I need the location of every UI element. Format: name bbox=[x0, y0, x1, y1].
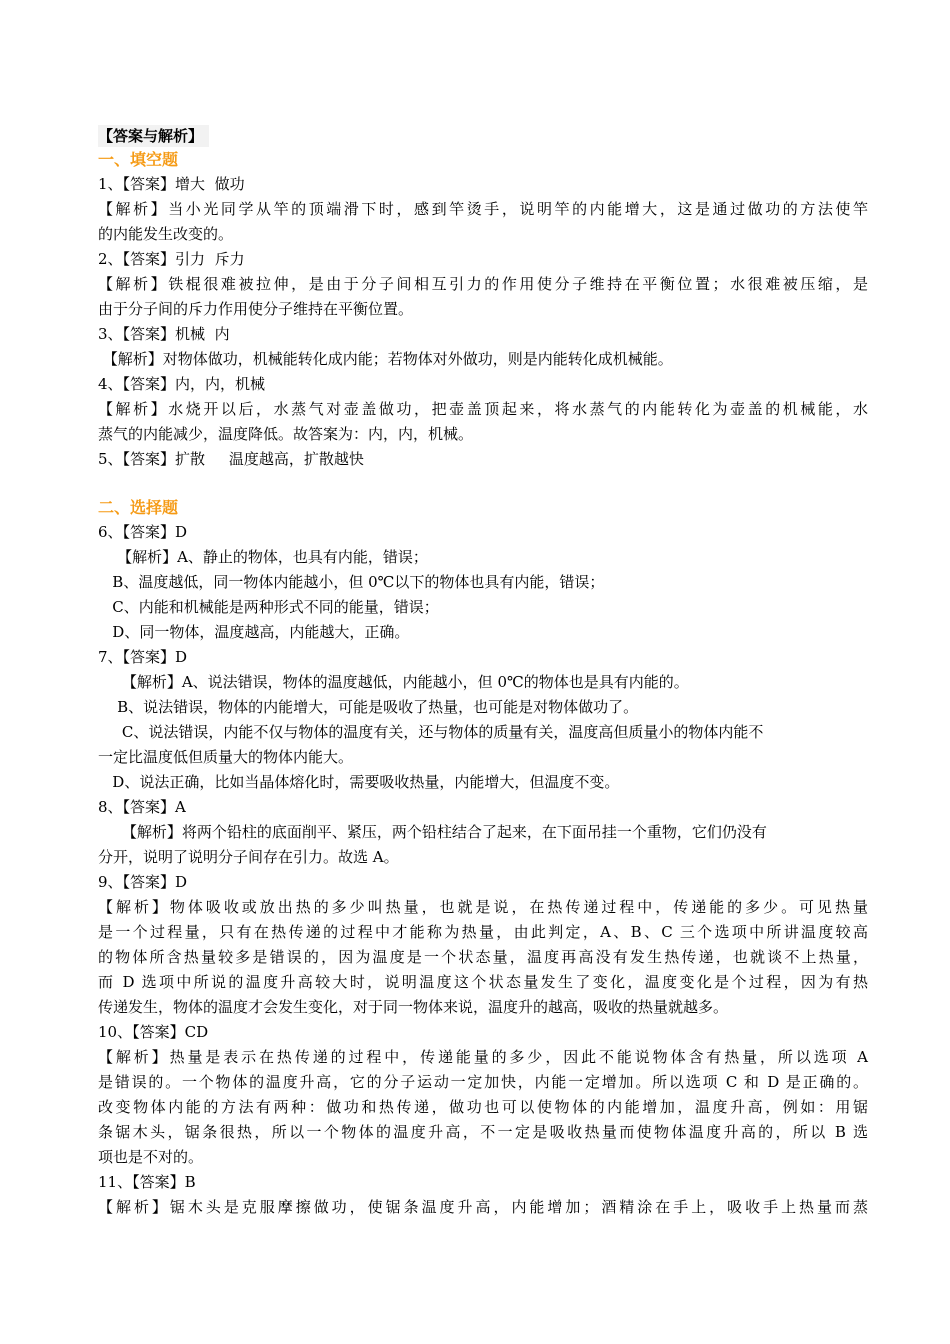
answer-line: 8、【答案】A bbox=[98, 798, 186, 816]
answer-line: 11、【答案】B bbox=[98, 1173, 196, 1191]
answers-block bbox=[98, 125, 868, 1220]
answer-line: 3、【答案】机械 内 bbox=[98, 325, 230, 343]
analysis-line: C、说法错误，内能不仅与物体的温度有关，还与物体的质量有关，温度高但质量小的物体内能不 bbox=[98, 723, 764, 741]
analysis-line: 蒸气的内能减少，温度降低。故答案为：内，内，机械。 bbox=[98, 425, 474, 443]
analysis-line: 【解析】水烧开以后，水蒸气对壶盖做功，把壶盖顶起来，将水蒸气的内能转化为壶盖的机械能，水 bbox=[98, 400, 868, 418]
analysis-line: 【解析】热量是表示在热传递的过程中，传递能量的多少，因此不能说物体含有热量，所以选项 A bbox=[98, 1048, 868, 1066]
analysis-line: 是错误的。一个物体的温度升高，它的分子运动一定加快，内能一定增加。所以选项 C 和 D 是正确的。 bbox=[98, 1073, 868, 1091]
analysis-line: C、内能和机械能是两种形式不同的能量，错误； bbox=[98, 598, 439, 616]
analysis-line: 传递发生，物体的温度才会发生变化，对于同一物体来说，温度升的越高，吸收的热量就越多。 bbox=[98, 998, 729, 1016]
answer-line: 9、【答案】D bbox=[98, 873, 188, 891]
answer-line: 2、【答案】引力 斥力 bbox=[98, 250, 245, 268]
analysis-line: 由于分子间的斥力作用使分子维持在平衡位置。 bbox=[98, 300, 414, 318]
analysis-line: 条锯木头，锯条很热，所以一个物体的温度升高，不一定是吸收热量而使物体温度升高的，所以 B 选 bbox=[98, 1123, 868, 1141]
section-heading-choice: 二、选择题 bbox=[98, 498, 179, 517]
analysis-line: 的物体所含热量较多是错误的，因为温度是一个状态量，温度再高没有发生热传递，也就谈不上热量， bbox=[98, 948, 868, 966]
analysis-line: D、同一物体，温度越高，内能越大，正确。 bbox=[98, 623, 410, 641]
answer-line: 4、【答案】内，内，机械 bbox=[98, 375, 266, 393]
answer-line: 5、【答案】扩散 温度越高，扩散越快 bbox=[98, 450, 364, 468]
analysis-line: 是一个过程量，只有在热传递的过程中才能称为热量，由此判定，A、B、C 三个选项中所讲温度较高 bbox=[98, 923, 868, 941]
analysis-line: 【解析】A、说法错误，物体的温度越低，内能越小，但 0℃的物体也是具有内能的。 bbox=[98, 673, 689, 691]
analysis-line: 项也是不对的。 bbox=[98, 1148, 204, 1166]
analysis-line: 而 D 选项中所说的温度升高较大时，说明温度这个状态量发生了变化，温度变化是个过程，因为有热 bbox=[98, 973, 868, 991]
analysis-line: 分开，说明了说明分子间存在引力。故选 A。 bbox=[98, 848, 399, 866]
section-gap bbox=[98, 472, 868, 496]
analysis-line: 改变物体内能的方法有两种：做功和热传递，做功也可以使物体的内能增加，温度升高，例如：用锯 bbox=[98, 1098, 868, 1116]
answer-line: 6、【答案】D bbox=[98, 523, 188, 541]
analysis-line: 【解析】将两个铅柱的底面削平、紧压，两个铅柱结合了起来，在下面吊挂一个重物，它们仍没有 bbox=[98, 823, 767, 841]
analysis-line: 【解析】铁棍很难被拉伸，是由于分子间相互引力的作用使分子维持在平衡位置；水很难被压缩，是 bbox=[98, 275, 868, 293]
answer-line: 7、【答案】D bbox=[98, 648, 188, 666]
analysis-line: 的内能发生改变的。 bbox=[98, 225, 234, 243]
answer-line: 10、【答案】CD bbox=[98, 1023, 209, 1041]
analysis-line: 【解析】锯木头是克服摩擦做功，使锯条温度升高，内能增加；酒精涂在手上，吸收手上热量而蒸 bbox=[98, 1198, 868, 1216]
section-heading-fill-blank: 一、填空题 bbox=[98, 150, 179, 169]
analysis-line: D、说法正确，比如当晶体熔化时，需要吸收热量，内能增大，但温度不变。 bbox=[98, 773, 620, 791]
analysis-line: 【解析】物体吸收或放出热的多少叫热量，也就是说，在热传递过程中，传递能的多少。可见热量 bbox=[98, 898, 868, 916]
analysis-line: 一定比温度低但质量大的物体内能大。 bbox=[98, 748, 354, 766]
analysis-line: 【解析】对物体做功，机械能转化成内能；若物体对外做功，则是内能转化成机械能。 bbox=[98, 350, 673, 368]
analysis-line: 【解析】当小光同学从竿的顶端滑下时，感到竿烫手，说明竿的内能增大，这是通过做功的方法使竿 bbox=[98, 200, 868, 218]
main-title: 【答案与解析】 bbox=[98, 125, 209, 147]
analysis-line: B、温度越低，同一物体内能越小，但 0℃以下的物体也具有内能，错误； bbox=[98, 573, 605, 591]
analysis-line: 【解析】A、静止的物体，也具有内能，错误； bbox=[98, 548, 428, 566]
analysis-line: B、说法错误，物体的内能增大，可能是吸收了热量，也可能是对物体做功了。 bbox=[98, 698, 639, 716]
answer-line: 1、【答案】增大 做功 bbox=[98, 175, 245, 193]
